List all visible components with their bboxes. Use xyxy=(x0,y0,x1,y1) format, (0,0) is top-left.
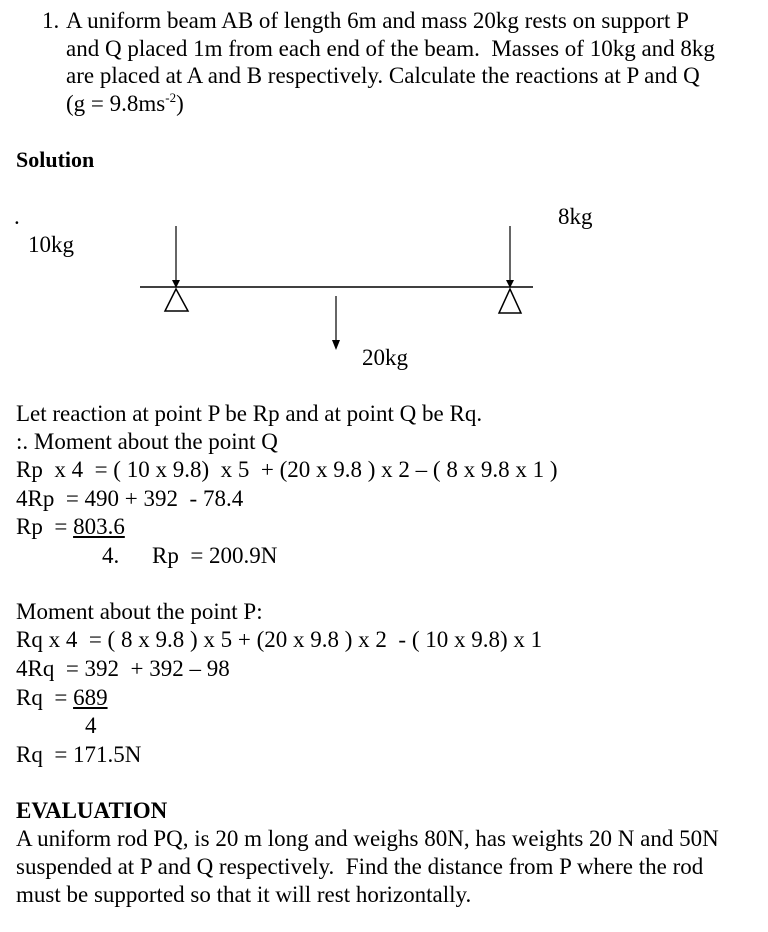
evaluation-line: must be supported so that it will rest horizontally. xyxy=(16,882,472,907)
beam-diagram xyxy=(0,0,768,400)
diagram-dot: . xyxy=(14,204,20,229)
problem-line: are placed at A and B respectively. Calculate the reactions at P and Q xyxy=(66,63,700,88)
equation: Rq = 689 xyxy=(16,685,108,710)
equation: 4Rq = 392 + 392 – 98 xyxy=(16,656,230,681)
equation: 4Rp = 490 + 392 - 78.4 xyxy=(16,486,244,511)
denominator: 4 xyxy=(85,713,97,738)
label-8kg: 8kg xyxy=(558,204,593,229)
equation: Rp = 803.6 xyxy=(16,514,125,539)
moment-p-heading: Moment about the point P: xyxy=(16,599,263,624)
result-rp: Rp = 200.9N xyxy=(152,543,278,568)
support-q xyxy=(499,289,521,313)
label-20kg: 20kg xyxy=(362,345,408,370)
label-10kg: 10kg xyxy=(28,232,74,257)
result-rq: Rq = 171.5N xyxy=(16,742,142,767)
problem-number: 1. xyxy=(42,8,60,33)
equation: Rq x 4 = ( 8 x 9.8 ) x 5 + (20 x 9.8 ) x 2 - ( 10 x 9.8) x 1 xyxy=(16,627,543,652)
denominator: 4. xyxy=(102,543,120,568)
equation: Rp x 4 = ( 10 x 9.8) x 5 + (20 x 9.8 ) x 2 – ( 8 x 9.8 x 1 ) xyxy=(16,457,558,482)
intro-text: Let reaction at point P be Rp and at point Q be Rq. xyxy=(16,401,483,426)
solution-heading: Solution xyxy=(16,147,95,172)
problem-line: and Q placed 1m from each end of the beam. Masses of 10kg and 8kg xyxy=(66,36,715,61)
moment-q-heading: :. Moment about the point Q xyxy=(16,429,278,454)
evaluation-heading: EVALUATION xyxy=(16,798,168,823)
problem-line: A uniform beam AB of length 6m and mass 20kg rests on support P xyxy=(66,8,689,33)
support-p xyxy=(165,289,188,311)
evaluation-line: suspended at P and Q respectively. Find the distance from P where the rod xyxy=(16,854,704,879)
gravity-note: $(g = 9.8ms^{-2})$ xyxy=(66,90,184,116)
evaluation-line: A uniform rod PQ, is 20 m long and weighs 80N, has weights 20 N and 50N xyxy=(16,826,719,851)
